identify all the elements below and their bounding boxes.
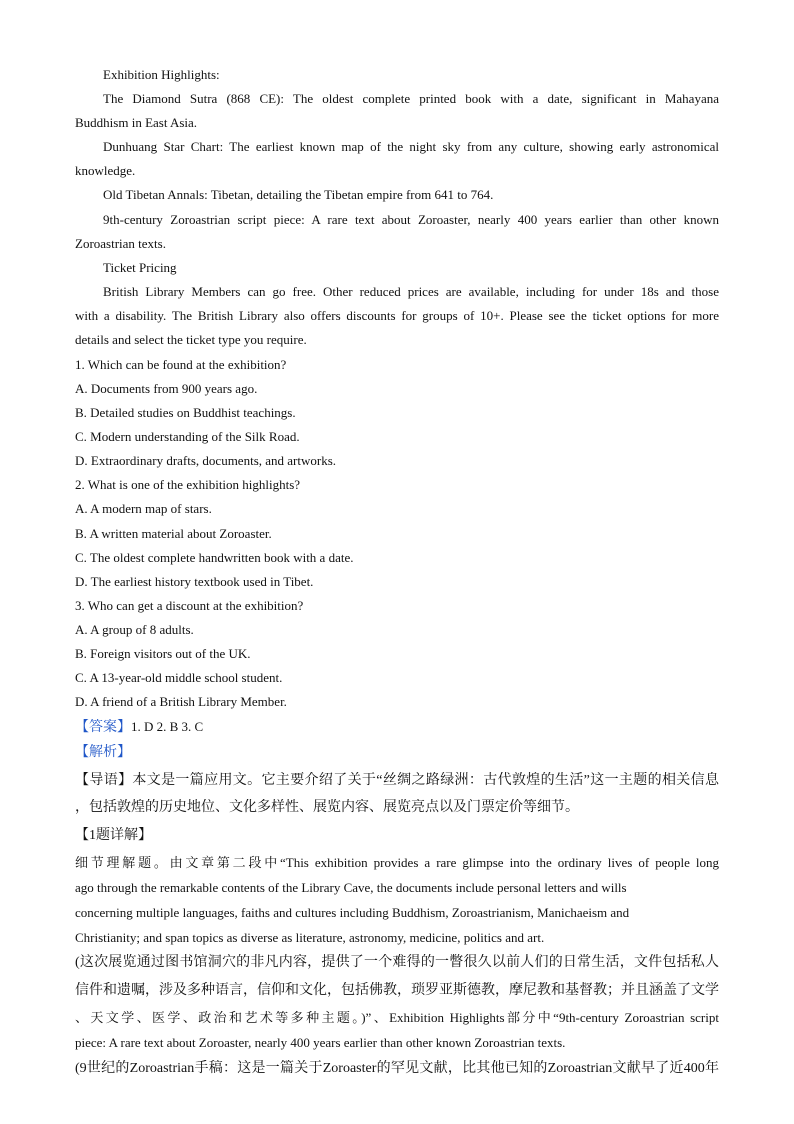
answer-values: 1. D 2. B 3. C — [131, 719, 204, 734]
guide-line-1 — [75, 772, 719, 790]
answer-label: 【答案】 — [75, 720, 131, 735]
guide-text-1: 本文是一篇应用文。它主要介绍了关于“丝绸之路绿洲：古代敦煌的生活”这一主题的相关信息 — [132, 773, 719, 788]
star-chart-line-2: knowledge. — [75, 163, 136, 178]
question-1-stem: 1. Which can be found at the exhibition? — [75, 357, 287, 372]
question-2-option-c: C. The oldest complete handwritten book with a date. — [75, 550, 354, 565]
detail-line-7: 、天文学、医学、政治和艺术等多种主题。)”、Exhibition Highlights部分中“9th-century Zoroastrian script — [75, 1010, 719, 1025]
analysis-label: 【解析】 — [75, 745, 131, 760]
zoroastrian-line-2: Zoroastrian texts. — [75, 236, 166, 251]
detail-line-3: concerning multiple languages, faiths and cultures including Buddhism, Zoroastrianism, Manichaeism and — [75, 905, 630, 920]
pricing-line-2: with a disability. The British Library also offers discounts for groups of 10+. Please see the ticket options for more — [75, 308, 719, 323]
question-2-stem: 2. What is one of the exhibition highlights? — [75, 477, 301, 492]
detail-line-4: Christianity; and span topics as diverse as literature, astronomy, medicine, politics and art. — [75, 930, 545, 945]
answer-line — [75, 719, 719, 737]
tibetan-annals-line: Old Tibetan Annals: Tibetan, detailing the Tibetan empire from 641 to 764. — [103, 187, 494, 202]
pricing-heading: Ticket Pricing — [103, 260, 177, 275]
question-3-option-a: A. A group of 8 adults. — [75, 622, 194, 637]
detail-line-9: (9世纪的Zoroastrian手稿：这是一篇关于Zoroaster的罕见文献，比其他已知的Zoroastrian文献早了近400年 — [75, 1061, 719, 1076]
question-1-detail-label: 【1题详解】 — [75, 828, 152, 843]
question-3-stem: 3. Who can get a discount at the exhibition? — [75, 598, 304, 613]
star-chart-line-1: Dunhuang Star Chart: The earliest known map of the night sky from any culture, showing early astronomical — [103, 139, 719, 154]
question-3-option-b: B. Foreign visitors out of the UK. — [75, 646, 251, 661]
detail-line-5: (这次展览通过图书馆洞穴的非凡内容，提供了一个难得的一瞥很久以前人们的日常生活，文件包括私人 — [75, 955, 719, 970]
question-2-option-a: A. A modern map of stars. — [75, 501, 212, 516]
diamond-sutra-line-1: The Diamond Sutra (868 CE): The oldest complete printed book with a date, significant in Mahayana — [103, 91, 719, 106]
detail-line-2: ago through the remarkable contents of the Library Cave, the documents include personal letters and wills — [75, 880, 627, 895]
question-1-option-b: B. Detailed studies on Buddhist teachings. — [75, 405, 296, 420]
guide-label: 【导语】 — [75, 773, 133, 788]
detail-line-8: piece: A rare text about Zoroaster, nearly 400 years earlier than other known Zoroastrian texts. — [75, 1035, 566, 1050]
question-1-option-c: C. Modern understanding of the Silk Road. — [75, 429, 300, 444]
question-3-option-c: C. A 13-year-old middle school student. — [75, 670, 283, 685]
question-1-option-d: D. Extraordinary drafts, documents, and artworks. — [75, 453, 337, 468]
detail-line-6: 信件和遗嘱，涉及多种语言，信仰和文化，包括佛教，琐罗亚斯德教，摩尼教和基督教；并且涵盖了文学 — [75, 983, 719, 998]
guide-line-2: ，包括敦煌的历史地位、文化多样性、展览内容、展览亮点以及门票定价等细节。 — [75, 800, 579, 815]
question-2-option-b: B. A written material about Zoroaster. — [75, 526, 272, 541]
highlights-heading: Exhibition Highlights: — [103, 67, 220, 82]
pricing-line-1: British Library Members can go free. Other reduced prices are available, including for under 18s and those — [103, 284, 719, 299]
question-3-option-d: D. A friend of a British Library Member. — [75, 694, 287, 709]
question-2-option-d: D. The earliest history textbook used in Tibet. — [75, 574, 314, 589]
detail-line-1: 细节理解题。由文章第二段中“This exhibition provides a rare glimpse into the ordinary lives of people long — [75, 855, 719, 870]
zoroastrian-line-1: 9th-century Zoroastrian script piece: A rare text about Zoroaster, nearly 400 years earlier than other known — [103, 212, 719, 227]
question-1-option-a: A. Documents from 900 years ago. — [75, 381, 258, 396]
pricing-line-3: details and select the ticket type you require. — [75, 332, 307, 347]
diamond-sutra-line-2: Buddhism in East Asia. — [75, 115, 198, 130]
